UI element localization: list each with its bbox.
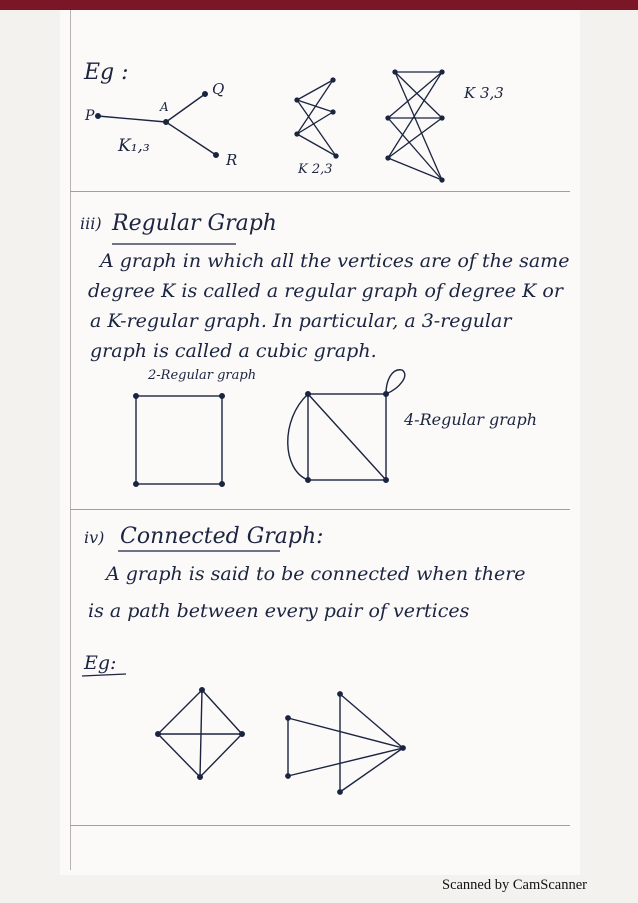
vertex	[164, 120, 169, 125]
graph-label-k33: K 3,3	[464, 84, 504, 102]
scanner-watermark: Scanned by CamScanner	[442, 877, 587, 893]
vertex	[286, 774, 290, 778]
body-line: a K-regular graph. In particular, a 3-regular	[90, 310, 512, 332]
vertex	[338, 692, 342, 696]
vertex	[286, 716, 290, 720]
body-line: is a path between every pair of vertices	[88, 600, 470, 622]
vertex	[384, 478, 389, 483]
section-number: iii)	[80, 214, 102, 233]
eg-underline	[82, 674, 126, 676]
caption-4-regular: 4-Regular graph	[404, 410, 538, 429]
vertex	[331, 110, 335, 114]
vertex	[386, 116, 390, 120]
vertex	[203, 92, 208, 97]
vertex	[334, 154, 338, 158]
vertex	[386, 156, 390, 160]
graph-label-k23: K 2,3	[298, 162, 333, 177]
body-line: graph is called a cubic graph.	[90, 340, 377, 362]
vertex	[306, 478, 311, 483]
section-number: iv)	[84, 528, 105, 547]
section-heading-regular: Regular Graph	[112, 211, 277, 236]
vertex-label-p: P	[85, 108, 95, 124]
connected-graph-diamond	[156, 688, 245, 780]
vertex	[384, 392, 389, 397]
vertex-label-a: A	[160, 100, 169, 114]
vertex	[306, 392, 311, 397]
vertex	[214, 153, 219, 158]
four-regular-graph	[288, 370, 405, 483]
vertex	[295, 98, 299, 102]
vertex	[200, 688, 205, 693]
bipartite-graph-k33	[386, 70, 444, 182]
vertex-label-q: Q	[212, 80, 225, 98]
vertex	[156, 732, 161, 737]
vertex	[440, 178, 444, 182]
connected-graph-fan	[286, 692, 405, 794]
vertex	[440, 116, 444, 120]
caption-2-regular: 2-Regular graph	[148, 368, 257, 383]
body-line: A graph is said to be connected when there	[106, 563, 526, 585]
vertex	[331, 78, 335, 82]
graph-label-k13: K₁,₃	[118, 136, 150, 156]
body-line: A graph in which all the vertices are of the same	[100, 250, 570, 272]
vertex	[240, 732, 245, 737]
body-line: degree K is called a regular graph of degree K or	[88, 280, 563, 302]
vertex	[96, 114, 101, 119]
section-heading-connected: Connected Graph:	[120, 524, 324, 549]
vertex	[295, 132, 299, 136]
vertex	[220, 394, 225, 399]
vertex-label-r: R	[226, 151, 238, 169]
two-regular-graph	[134, 394, 225, 487]
bipartite-graph-k23	[295, 78, 338, 158]
vertex	[220, 482, 225, 487]
vertex	[393, 70, 397, 74]
example-label: Eg:	[84, 652, 117, 674]
vertex	[401, 746, 405, 750]
vertex	[134, 394, 139, 399]
star-graph-k13	[96, 92, 219, 158]
vertex	[134, 482, 139, 487]
vertex	[440, 70, 444, 74]
vertex	[338, 790, 342, 794]
example-label: Eg :	[84, 60, 129, 85]
vertex	[198, 775, 203, 780]
